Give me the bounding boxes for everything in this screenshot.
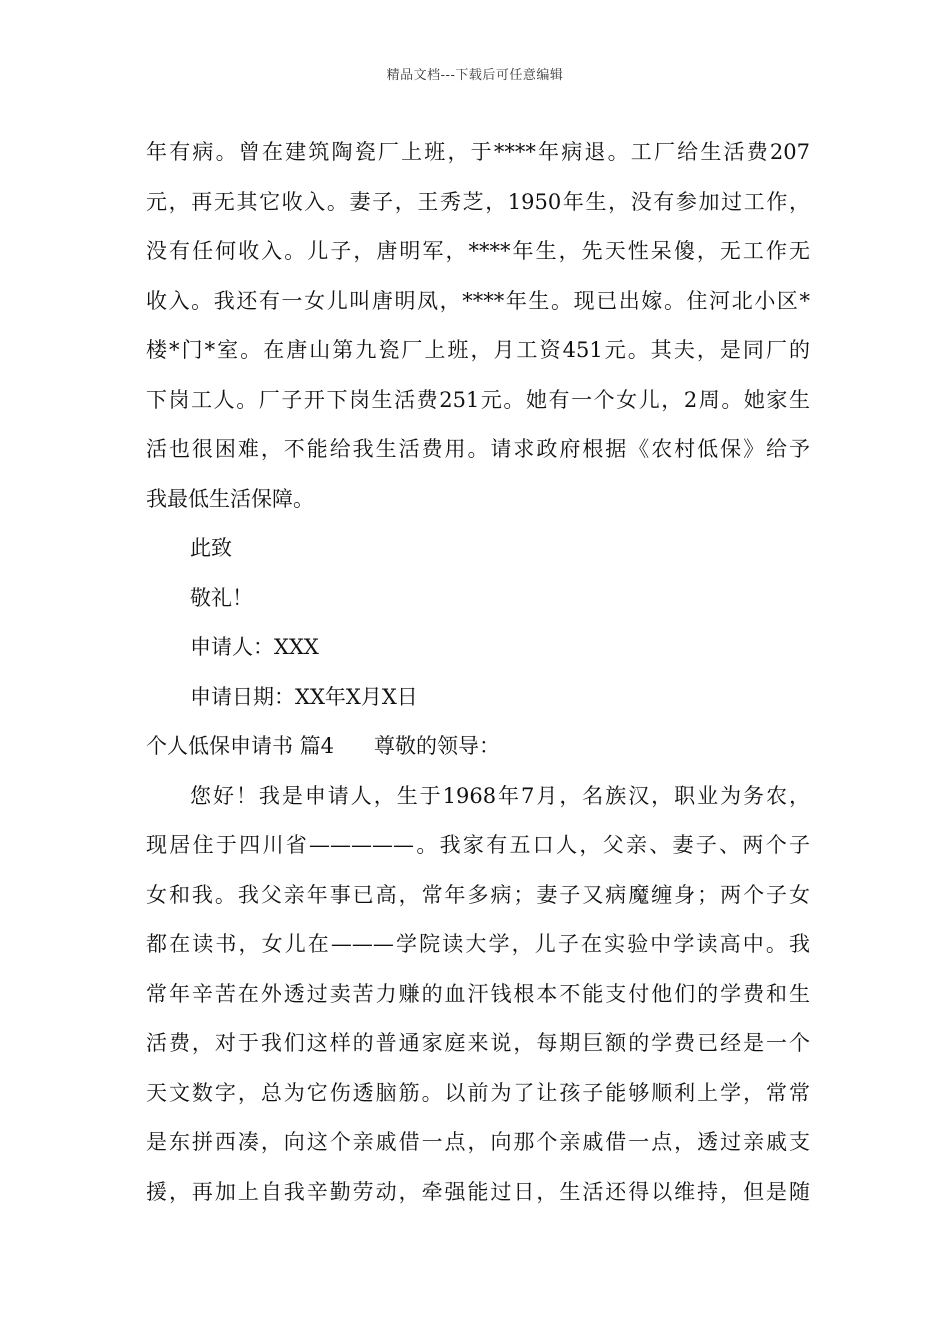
applicant-signature: 申请人：XXX — [190, 635, 319, 659]
text-line: 楼*门*室。在唐山第九瓷厂上班，月工资451元。其夫，是同厂的 — [146, 338, 810, 362]
text-line: 援，再加上自我辛勤劳动，牵强能过日，生活还得以维持，但是随 — [146, 1179, 810, 1204]
section-4 — [146, 722, 810, 1217]
text-line: 天文数字，总为它伤透脑筋。以前为了让孩子能够顺利上学，常常 — [146, 1080, 810, 1105]
closing-block — [146, 524, 810, 722]
text-line: 都在读书，女儿在———学院读大学，儿子在实验中学读高中。我 — [146, 932, 810, 956]
text-line: 您好！我是申请人，生于1968年7月，名族汉，职业为务农， — [190, 783, 810, 808]
text-line: 我最低生活保障。 — [146, 486, 314, 511]
text-line: 常年辛苦在外透过卖苦力赚的血汗钱根本不能支付他们的学费和生 — [146, 981, 810, 1006]
text-line: 年有病。曾在建筑陶瓷厂上班，于****年病退。工厂给生活费207 — [146, 140, 810, 164]
text-line: 活费，对于我们这样的普通家庭来说，每期巨额的学费已经是一个 — [146, 1031, 810, 1055]
section-title: 个人低保申请书 篇4 — [146, 734, 335, 758]
page-header: 精品文档---下载后可任意编辑 — [386, 68, 564, 83]
text-line: 没有任何收入。儿子，唐明军，****年生，先天性呆傻，无工作无 — [146, 239, 810, 263]
closing-salutation: 此致 — [190, 536, 232, 560]
text-line: 活也很困难，不能给我生活费用。请求政府根据《农村低保》给予 — [146, 437, 810, 461]
closing-regards: 敬礼！ — [190, 585, 253, 610]
text-line: 女和我。我父亲年事已高，常年多病；妻子又病魔缠身；两个子女 — [146, 882, 810, 907]
text-line: 元，再无其它收入。妻子，王秀芝，1950年生，没有参加过工作， — [146, 189, 810, 214]
text-line: 收入。我还有一女儿叫唐明凤，****年生。现已出嫁。住河北小区* — [146, 288, 810, 313]
section-heading-line — [146, 722, 810, 772]
section-greeting: 尊敬的领导： — [374, 734, 501, 758]
text-line: 现居住于四川省—————。我家有五口人，父亲、妻子、两个子 — [146, 833, 810, 857]
paragraph-1 — [146, 128, 810, 524]
application-date: 申请日期：XX年X月X日 — [190, 684, 418, 709]
text-line: 是东拼西凑，向这个亲戚借一点，向那个亲戚借一点，透过亲戚支 — [146, 1130, 810, 1154]
document-body — [146, 128, 810, 1217]
text-line: 下岗工人。厂子开下岗生活费251元。她有一个女儿，2周。她家生 — [146, 387, 810, 412]
